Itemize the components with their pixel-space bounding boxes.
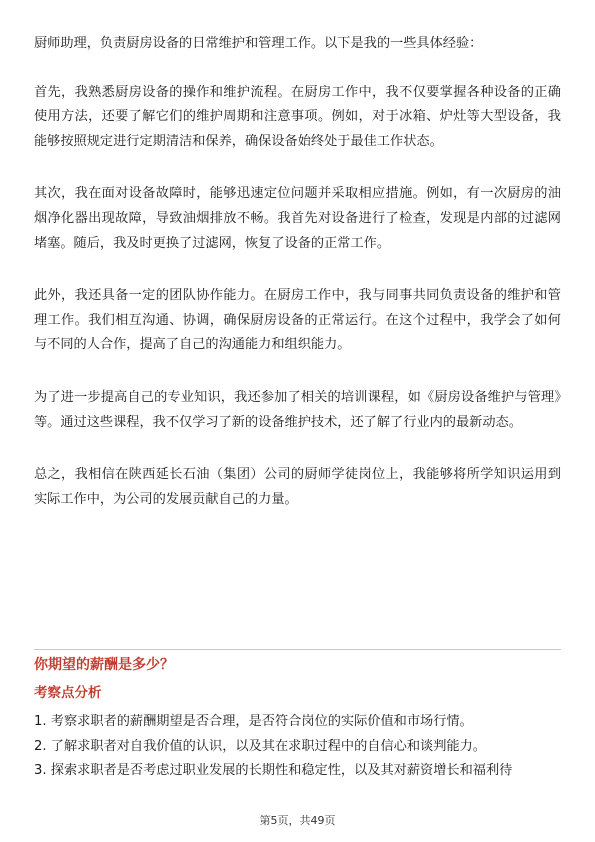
paragraph-intro: 厨师助理，负责厨房设备的日常维护和管理工作。以下是我的一些具体经验：: [34, 36, 483, 51]
list-item: 3. 探索求职者是否考虑过职业发展的长期性和稳定性，以及其对薪资增长和福利待: [34, 763, 513, 779]
list-item: 1. 考察求职者的薪酬期望是否合理，是否符合岗位的实际价值和市场行情。: [34, 714, 473, 729]
question-heading: 你期望的薪酬是多少？: [34, 657, 174, 673]
paragraph-first: 首先，我熟悉厨房设备的操作和维护流程。在厨房工作中，我不仅要掌握各种设备的正确使用方法，还要了解它们的维护周期和注意事项。例如，对于冰箱、炉灶等大型设备，我能够按照规定进行定期清洁和保养，确保设备始终处于最佳工作状态。: [34, 84, 561, 149]
analysis-label: 考察点分析: [34, 685, 102, 701]
page-number: 第5页，共49页: [259, 814, 336, 827]
section-divider: [34, 649, 561, 650]
analysis-list: [34, 710, 561, 784]
list-item: 2. 了解求职者对自我价值的认识，以及其在求职过程中的自信心和谈判能力。: [34, 738, 486, 754]
paragraph-conclusion: 总之，我相信在陕西延长石油（集团）公司的厨师学徒岗位上，我能够将所学知识运用到实际工作中，为公司的发展贡献自己的力量。: [34, 467, 561, 507]
paragraph-second: 其次，我在面对设备故障时，能够迅速定位问题并采取相应措施。例如，有一次厨房的油烟净化器出现故障，导致油烟排放不畅。我首先对设备进行了检查，发现是内部的过滤网堵塞。随后，我及时更换了过滤网，恢复了设备的正常工作。: [34, 186, 561, 251]
paragraph-third: 此外，我还具备一定的团队协作能力。在厨房工作中，我与同事共同负责设备的维护和管理工作。我们相互沟通、协调，确保厨房设备的正常运行。在这个过程中，我学会了如何与不同的人合作，提高了自己的沟通能力和组织能力。: [34, 288, 561, 353]
answer-body: [34, 32, 561, 540]
paragraph-fourth: 为了进一步提高自己的专业知识，我还参加了相关的培训课程，如《厨房设备维护与管理》等。通过这些课程，我不仅学习了新的设备维护技术，还了解了行业内的最新动态。: [34, 389, 561, 430]
